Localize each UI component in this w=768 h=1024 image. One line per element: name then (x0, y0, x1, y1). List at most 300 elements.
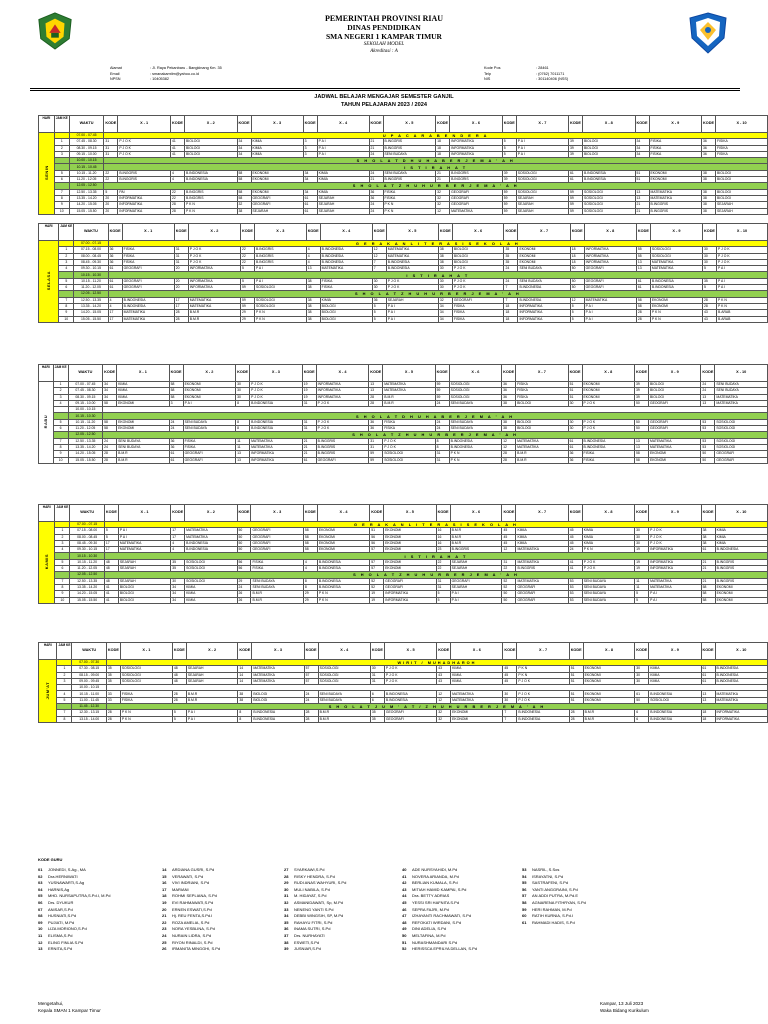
subject-cell: MATEMATIKA (649, 578, 701, 584)
subject-cell: SOSIOLOGI (254, 303, 306, 309)
legend-item (38, 933, 168, 940)
subject-cell: EKONOMI (384, 534, 436, 540)
subject-cell: SENI BUDAYA (251, 578, 303, 584)
subject-cell: B.INDONESIA (320, 247, 372, 253)
legend-code: 03 (38, 880, 43, 886)
header-class: X - 5 (384, 643, 436, 660)
subject-cell: MATEMATIKA (649, 584, 701, 590)
header-kode: KODE (238, 643, 252, 660)
subject-cell: P K N (650, 310, 702, 316)
teacher-code: 5 (436, 597, 450, 603)
teacher-code: 30 (370, 666, 384, 672)
teacher-code: 21 (302, 451, 316, 457)
legend-code: 11 (38, 932, 43, 938)
period-number: 7 (57, 710, 72, 716)
subject-cell: B.INDONESIA (650, 285, 702, 291)
subject-cell: GEOGRAFI (715, 457, 768, 463)
subject-cell: INFORMATIKA (316, 394, 369, 400)
subject-cell: KIMIA (451, 678, 503, 684)
subject-cell: EKONOMI (317, 534, 369, 540)
subject-cell: SEJARAH (386, 297, 438, 303)
subject-cell: B.INDONESIA (184, 177, 237, 183)
teacher-code: 57 (304, 678, 318, 684)
legend-teacher-name: ADE NURSYAHIDI, M.Pd (412, 867, 458, 872)
teacher-code: 21 (701, 566, 715, 572)
subject-cell: SEJARAH (516, 202, 568, 208)
teacher-code: 16 (436, 528, 450, 534)
subject-cell: KIMIA (582, 528, 634, 534)
subject-cell: MATEMATIKA (584, 297, 636, 303)
subject-cell: INFORMATIKA (118, 208, 171, 214)
legend-item (38, 926, 168, 933)
subject-cell: EKONOMI (518, 259, 570, 265)
letterhead-accreditation: Akreditasi : A (370, 49, 398, 54)
teacher-code: 19 (302, 394, 316, 400)
period-time: 12.05 - 12.50 (70, 572, 104, 578)
teacher-code: 19 (302, 382, 316, 388)
subject-cell: B.M.R (318, 716, 370, 722)
teacher-code: 59 (435, 388, 449, 394)
teacher-code: 45 (568, 540, 582, 546)
header-kode: KODE (635, 505, 649, 522)
subject-cell: B.ARAB (716, 316, 767, 322)
teacher-code: 4 (303, 566, 317, 572)
legend-item (38, 946, 168, 953)
activity-band: S H O L A T Z H U H U R B E R J E M A ' A H (103, 432, 768, 438)
subject-cell: EKONOMI (650, 297, 702, 303)
header-class: X - 1 (118, 505, 170, 522)
teacher-code: 31 (104, 145, 118, 151)
teacher-code: 3 (303, 151, 317, 157)
subject-cell: B.INGGRIS (316, 444, 369, 450)
subject-cell: SENI BUDAYA (318, 697, 370, 703)
teacher-code: 13 (636, 259, 650, 265)
legend-item (162, 926, 292, 933)
teacher-code: 4 (306, 253, 320, 259)
teacher-code: 45 (502, 534, 516, 540)
legend-item (284, 913, 414, 920)
legend-code: 14 (162, 867, 167, 872)
schedule-table (38, 642, 768, 723)
subject-cell: INFORMATIKA (450, 139, 503, 145)
legend-code: 07 (38, 906, 43, 912)
legend-item (284, 867, 414, 874)
subject-cell: B.M.R (188, 310, 240, 316)
subject-cell: P J O K (452, 266, 504, 272)
subject-cell: P J O K (316, 419, 369, 425)
teacher-code: 5 (703, 285, 717, 291)
teacher-code: 38 (306, 303, 320, 309)
subject-cell: KIMIA (251, 151, 303, 157)
subject-cell: P A I (516, 145, 568, 151)
teacher-code: 38 (438, 253, 452, 259)
subject-cell: P J O K (716, 253, 767, 259)
subject-cell: B.INDONESIA (649, 716, 701, 722)
teacher-code: 24 (103, 438, 117, 444)
subject-cell: SENI BUDAYA (518, 266, 570, 272)
subject-cell: P J O K (452, 285, 504, 291)
period-number: 9 (54, 202, 69, 208)
period-number: 5 (59, 278, 74, 284)
legend-item (284, 940, 414, 947)
legend-teacher-name: ARDIANA GUSRI, S.Pd (172, 867, 215, 872)
teacher-code: 57 (370, 559, 384, 565)
subject-cell: BIOLOGI (452, 259, 504, 265)
legend-item (38, 887, 168, 894)
subject-cell: EKONOMI (583, 678, 635, 684)
legend-teacher-name: M. HIDAYAT, S.Pd (294, 893, 327, 899)
legend-code: 02 (38, 873, 43, 879)
activity-band: S H O L A T D H U H A B E R J E M A ' A H (104, 158, 768, 164)
legend-item (162, 946, 292, 953)
subject-cell: SEJARAH (317, 195, 369, 201)
legend-teacher-name: HUSNIATI,S.Pd (48, 913, 77, 919)
subject-cell: PAI (118, 189, 171, 195)
teacher-code: 24 (169, 419, 183, 425)
teacher-code: 61 (701, 672, 715, 678)
subject-cell: P A I (716, 285, 767, 291)
legend-item (284, 907, 414, 914)
period-time: 15.05 - 15.50 (74, 316, 108, 322)
subject-cell: BIOLOGI (118, 591, 170, 597)
teacher-code: 21 (369, 145, 383, 151)
subject-cell: B.INGGRIS (715, 559, 767, 565)
teacher-code: 5 (436, 591, 450, 597)
subject-cell: P K N (254, 310, 306, 316)
teacher-code: 24 (701, 382, 715, 388)
subject-cell: P J O K (452, 278, 504, 284)
period-time: 12.05 - 12.50 (68, 432, 103, 438)
teacher-code: 8 (303, 578, 317, 584)
teacher-code: 17 (108, 316, 122, 322)
header-kode: KODE (370, 643, 384, 660)
subject-cell: INFORMATIKA (188, 278, 240, 284)
header-class: X - 4 (320, 224, 372, 241)
teacher-code: 35 (703, 278, 717, 284)
period-time: 15.05 - 15.50 (70, 597, 104, 603)
teacher-code: 24 (701, 388, 715, 394)
period-time: 07.30 - 08.15 (72, 666, 106, 672)
teacher-code: 12 (437, 697, 451, 703)
header-class: X - 5 (384, 505, 436, 522)
teacher-code: 45 (502, 540, 516, 546)
subject-cell: KIMIA (117, 382, 170, 388)
header-class: X - 7 (516, 505, 568, 522)
teacher-code: 7 (504, 297, 518, 303)
header-kode: KODE (436, 116, 450, 133)
header-class: X - 2 (188, 224, 240, 241)
subject-cell: B.M.R (583, 716, 635, 722)
subject-cell: SOSIOLOGI (715, 438, 768, 444)
teacher-code: 30 (438, 266, 452, 272)
subject-cell: P A I (254, 266, 306, 272)
teacher-code: 17 (104, 547, 118, 553)
teacher-code: 58 (636, 303, 650, 309)
teacher-code: 33 (106, 697, 120, 703)
teacher-code: 24 (304, 697, 318, 703)
subject-cell: SEJARAH (716, 202, 768, 208)
subject-cell: MATEMATIKA (516, 578, 568, 584)
subject-cell: B.M.R (318, 710, 370, 716)
teacher-code: 61 (636, 285, 650, 291)
subject-cell: SOSIOLOGI (185, 559, 237, 565)
legend-item (284, 887, 414, 894)
legend-teacher-name: YUSNAWARTI,S.Ag (48, 880, 85, 886)
subject-cell: INFORMATIKA (518, 303, 570, 309)
teacher-code: 50 (635, 697, 649, 703)
subject-cell: P K N (716, 303, 767, 309)
subject-cell: P A I (716, 278, 767, 284)
period-number: 6 (54, 177, 69, 183)
subject-cell: P J O K (188, 253, 240, 259)
subject-cell: EKONOMI (649, 457, 701, 463)
period-number: 9 (53, 451, 68, 457)
teacher-code: 39 (568, 139, 582, 145)
legend-code: 58 (522, 899, 527, 905)
legend-teacher-name: ROZA AMELIA, S.Pd (172, 919, 210, 925)
teacher-code: 30 (372, 285, 386, 291)
subject-cell: EKONOMI (583, 666, 635, 672)
subject-cell: P A I (254, 278, 306, 284)
teacher-code: 28 (304, 710, 318, 716)
subject-cell: B.M.R (188, 316, 240, 322)
teacher-code: 51 (569, 678, 583, 684)
period-time: 13.35 - 14.20 (70, 584, 104, 590)
teacher-code-legend-title: KODE GURU (38, 857, 63, 862)
subject-cell: MATEMATIKA (715, 394, 768, 400)
teacher-code: 18 (701, 716, 715, 722)
legend-item (38, 880, 168, 887)
activity-band: U P A C A R A B E N D E R A (104, 133, 768, 139)
period-time: 08.45 - 09.30 (70, 540, 104, 546)
teacher-code: 45 (568, 528, 582, 534)
teacher-code: 19 (635, 566, 649, 572)
header-kode: KODE (169, 365, 183, 382)
teacher-code: 59 (240, 285, 254, 291)
teacher-code: 31 (370, 672, 384, 678)
teacher-code: 21 (436, 170, 450, 176)
day-label: RABU (39, 382, 54, 464)
period-number: 6 (59, 285, 74, 291)
teacher-code: 12 (570, 297, 584, 303)
teacher-code: 12 (436, 208, 450, 214)
legend-item (284, 900, 414, 907)
teacher-code: 52 (370, 584, 384, 590)
teacher-code: 28 (703, 303, 717, 309)
subject-cell: P J O K (316, 426, 369, 432)
teacher-code: 57 (304, 672, 318, 678)
period-time: 08.00 - 08.45 (74, 253, 108, 259)
header-kode: KODE (369, 365, 383, 382)
header-kode: KODE (171, 505, 185, 522)
teacher-code: 45 (503, 672, 517, 678)
subject-cell: SENI BUDAYA (117, 444, 170, 450)
teacher-code: 38 (701, 540, 715, 546)
period-number: 5 (57, 697, 72, 703)
legend-code: 15 (162, 873, 167, 879)
header-class: X - 4 (316, 365, 369, 382)
teacher-code: 4 (108, 297, 122, 303)
period-time: 14.20 - 15.05 (74, 310, 108, 316)
subject-cell: SEJARAH (186, 678, 238, 684)
teacher-code: 21 (369, 139, 383, 145)
subject-cell: P J O K (716, 259, 767, 265)
teacher-code: 52 (502, 578, 516, 584)
teacher-code: 24 (103, 444, 117, 450)
teacher-code: 38 (702, 170, 716, 176)
teacher-code: 16 (436, 540, 450, 546)
teacher-code: 5 (570, 316, 584, 322)
legend-code: 54 (522, 873, 527, 879)
teacher-code: 24 (369, 170, 383, 176)
subject-cell: KIMIA (715, 540, 767, 546)
legend-teacher-name: AGNARENA FITHRYAN, S.Pd (532, 899, 586, 905)
subject-cell: SOSIOLOGI (254, 285, 306, 291)
period-time: 10.00 - 10.15 (69, 158, 104, 164)
header-class: X - 9 (649, 116, 702, 133)
legend-teacher-name: NASRIL, S.Sos (532, 867, 560, 872)
teacher-code: 12 (372, 253, 386, 259)
subject-cell: SEJARAH (186, 666, 238, 672)
teacher-code: 52 (370, 578, 384, 584)
subject-cell: INFORMATIKA (715, 716, 768, 722)
legend-item (522, 907, 652, 914)
subject-cell: B.INDONESIA (517, 716, 569, 722)
teacher-code: 30 (438, 285, 452, 291)
period-number: 9 (55, 591, 70, 597)
header-kode: KODE (701, 505, 715, 522)
subject-cell: B.INDONESIA (517, 710, 569, 716)
legend-code: 12 (38, 939, 43, 945)
period-number: 1 (57, 666, 72, 672)
legend-teacher-name: RATIH KURNIA, S.Pd.I (532, 913, 574, 919)
teacher-code: 13 (369, 382, 383, 388)
header-kode: KODE (503, 643, 517, 660)
teacher-code: 51 (635, 170, 649, 176)
legend-code: 20 (162, 906, 167, 912)
period-number: 10 (53, 457, 68, 463)
legend-code: 26 (162, 946, 167, 952)
subject-cell: INFORMATIKA (649, 559, 701, 565)
legend-code: 13 (38, 946, 43, 952)
subject-cell: GEOGRAFI (122, 278, 174, 284)
legend-teacher-name: RISKY HENDRA, S.Pd (294, 873, 335, 879)
header-kode: KODE (570, 224, 584, 241)
legend-item (402, 867, 532, 874)
teacher-code: 58 (636, 297, 650, 303)
legend-column (284, 867, 414, 953)
subject-cell: SENI BUDAYA (715, 382, 768, 388)
activity-band: S H O L A T Z H U H U R B E R J E M A ' A H (104, 572, 767, 578)
teacher-code: 5 (372, 316, 386, 322)
subject-cell: GEOGRAFI (251, 528, 303, 534)
subject-cell: BIOLOGI (582, 151, 635, 157)
teacher-code: 32 (436, 189, 450, 195)
period-number: 6 (53, 426, 68, 432)
subject-cell: GEOGRAFI (183, 451, 236, 457)
period-number: 4 (57, 691, 72, 697)
period-time: 09.30 - 10.15 (70, 547, 104, 553)
subject-cell: B.INDONESIA (449, 438, 502, 444)
subject-cell: INFORMATIKA (584, 253, 636, 259)
header-class: X - 8 (583, 643, 635, 660)
teacher-code: 18 (504, 303, 518, 309)
subject-cell: P A I (118, 534, 170, 540)
teacher-code: 4 (306, 259, 320, 265)
activity-band: G E R A K A N L I T E R A S I S E K O L A H (104, 522, 767, 528)
teacher-code: 5 (635, 591, 649, 597)
legend-code: 16 (162, 880, 167, 886)
teacher-code: 21 (701, 559, 715, 565)
period-time: 10.15 - 10.30 (70, 553, 104, 559)
header-kode: KODE (104, 505, 118, 522)
teacher-code: 20 (174, 278, 188, 284)
subject-cell: FISIKA (716, 139, 768, 145)
teacher-code: 58 (303, 547, 317, 553)
subject-cell: FISIKA (716, 151, 768, 157)
subject-cell: MATEMATIKA (185, 528, 237, 534)
subject-cell: B.INDONESIA (715, 666, 768, 672)
header-class: X - 8 (582, 365, 634, 382)
subject-cell: B.INGGRIS (118, 170, 171, 176)
header-kode: KODE (104, 116, 118, 133)
teacher-code: 41 (104, 584, 118, 590)
subject-cell: GEOGRAFI (649, 400, 701, 406)
subject-cell: B.M.R (117, 451, 170, 457)
teacher-code: 29 (303, 591, 317, 597)
subject-cell: KIMIA (320, 297, 372, 303)
teacher-code: 28 (174, 316, 188, 322)
period-number: 8 (59, 303, 74, 309)
header-jam: JAM KE (59, 224, 74, 241)
legend-code: 44 (402, 893, 407, 899)
header-kode: KODE (569, 643, 583, 660)
subject-cell: B.INGGRIS (450, 170, 503, 176)
subject-cell: B.ARAB (716, 310, 767, 316)
header-class: X - 3 (252, 643, 304, 660)
period-number: 1 (54, 139, 69, 145)
header-waktu: WAKTU (69, 116, 104, 133)
subject-cell: EKONOMI (384, 528, 436, 534)
subject-cell: EKONOMI (384, 559, 436, 565)
teacher-code: 36 (369, 426, 383, 432)
teacher-code: 5 (502, 145, 516, 151)
header-kode: KODE (502, 505, 516, 522)
teacher-code: 29 (240, 316, 254, 322)
subject-cell: BIOLOGI (516, 419, 568, 425)
subject-cell: B.INDONESIA (185, 547, 237, 553)
period-number: 8 (53, 444, 68, 450)
teacher-code: 19 (370, 597, 384, 603)
legend-teacher-name: RIYON RINALDI, S.Pd (172, 939, 213, 945)
legend-code: 40 (402, 867, 407, 872)
teacher-code: 6 (635, 710, 649, 716)
teacher-code: 13 (635, 438, 649, 444)
subject-cell: P J O K (384, 672, 436, 678)
teacher-code: 31 (436, 584, 450, 590)
subject-cell: P K N (716, 297, 767, 303)
subject-cell: SOSIOLOGI (449, 388, 502, 394)
period-time: 15.05 - 15.50 (69, 208, 104, 214)
teacher-code: 36 (108, 247, 122, 253)
period-time: 08.15 - 09.00 (72, 672, 106, 678)
header-class: X - 9 (650, 224, 702, 241)
teacher-code: 12 (437, 691, 451, 697)
subject-cell: BIOLOGI (716, 177, 768, 183)
teacher-code: 59 (502, 195, 516, 201)
teacher-code: 43 (437, 678, 451, 684)
subject-cell: INFORMATIKA (316, 388, 369, 394)
